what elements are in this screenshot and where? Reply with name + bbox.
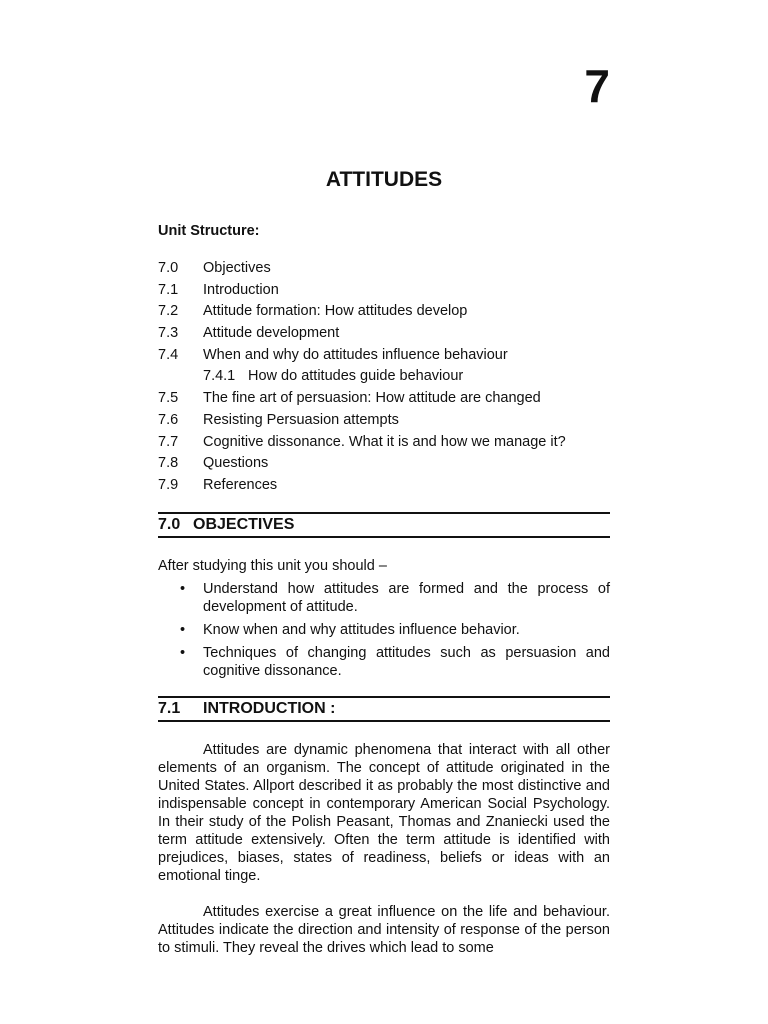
section-title: INTRODUCTION : bbox=[203, 700, 336, 717]
toc-item-text: Attitude formation: How attitudes develop bbox=[203, 303, 468, 320]
unit-structure-list bbox=[158, 258, 610, 497]
objective-text: Understand how attitudes are formed and the process of development of attitude. bbox=[203, 581, 610, 615]
introduction-heading bbox=[158, 696, 610, 722]
toc-item-number: 7.9 bbox=[158, 476, 179, 493]
toc-item-number: 7.7 bbox=[158, 433, 179, 450]
toc-item bbox=[158, 475, 610, 497]
document-page bbox=[158, 0, 610, 1024]
toc-item-number: 7.8 bbox=[158, 455, 179, 472]
toc-item-text: How do attitudes guide behaviour bbox=[248, 368, 464, 385]
section-number: 7.1 bbox=[158, 700, 181, 717]
section-number: 7.0 bbox=[158, 516, 181, 533]
introduction-paragraph: Attitudes exercise a great influence on the life and behaviour. Attitudes indicate the direction and intensity of response of the person to stimuli. They reveal the drives which lead to some bbox=[158, 904, 610, 956]
toc-item-text: Questions bbox=[203, 455, 269, 472]
toc-item bbox=[158, 301, 610, 323]
chapter-title: ATTITUDES bbox=[325, 168, 443, 191]
toc-item-number: 7.3 bbox=[158, 325, 179, 342]
objectives-intro: After studying this unit you should – bbox=[158, 558, 387, 574]
toc-item bbox=[158, 453, 610, 475]
bullet-icon: • bbox=[180, 622, 186, 638]
toc-item-text: Introduction bbox=[203, 281, 279, 298]
bullet-icon: • bbox=[180, 581, 186, 597]
toc-item-text: Objectives bbox=[203, 260, 271, 276]
toc-item-number: 7.0 bbox=[158, 260, 179, 276]
objective-text: Know when and why attitudes influence behavior. bbox=[203, 622, 520, 638]
toc-item bbox=[158, 432, 610, 454]
toc-item-number: 7.1 bbox=[158, 281, 179, 298]
toc-item-text: When and why do attitudes influence behaviour bbox=[203, 346, 508, 363]
toc-item bbox=[158, 323, 610, 345]
chapter-number: 7 bbox=[584, 60, 610, 112]
toc-item-text: References bbox=[203, 476, 278, 493]
objective-text: Techniques of changing attitudes such as persuasion and cognitive dissonance. bbox=[203, 645, 610, 679]
unit-structure-heading: Unit Structure: bbox=[158, 223, 260, 239]
bullet-icon: • bbox=[180, 645, 186, 661]
toc-subitem bbox=[158, 366, 610, 388]
introduction-paragraph: Attitudes are dynamic phenomena that interact with all other elements of an organism. The concept of attitude originated in the United States. Allport described it as probably the most distinctive and indispensable concept in contemporary American Social Psychology. In their study of the Polish Peasant, Thomas and Znaniecki used the term attitude extensively. Often the term attitude is identified with prejudices, biases, states of readiness, beliefs or ideas with an emotional tinge. bbox=[158, 742, 610, 884]
toc-item-number: 7.4.1 bbox=[203, 368, 236, 385]
section-title: OBJECTIVES bbox=[193, 516, 295, 533]
toc-item-number: 7.5 bbox=[158, 390, 179, 407]
toc-item-text: The fine art of persuasion: How attitude are changed bbox=[203, 390, 541, 407]
objectives-list bbox=[158, 580, 610, 685]
toc-item-number: 7.6 bbox=[158, 411, 179, 428]
toc-item-text: Resisting Persuasion attempts bbox=[203, 411, 399, 428]
toc-item bbox=[158, 258, 610, 280]
toc-item-number: 7.4 bbox=[158, 346, 179, 363]
objective-item bbox=[158, 644, 610, 680]
toc-item-number: 7.2 bbox=[158, 303, 179, 320]
toc-item bbox=[158, 280, 610, 302]
toc-item bbox=[158, 410, 610, 432]
toc-item bbox=[158, 345, 610, 367]
toc-item bbox=[158, 388, 610, 410]
objective-item bbox=[158, 580, 610, 616]
toc-item-text: Cognitive dissonance. What it is and how we manage it? bbox=[203, 433, 566, 450]
toc-item-text: Attitude development bbox=[203, 325, 340, 342]
objective-item bbox=[158, 621, 610, 639]
objectives-heading bbox=[158, 512, 610, 538]
